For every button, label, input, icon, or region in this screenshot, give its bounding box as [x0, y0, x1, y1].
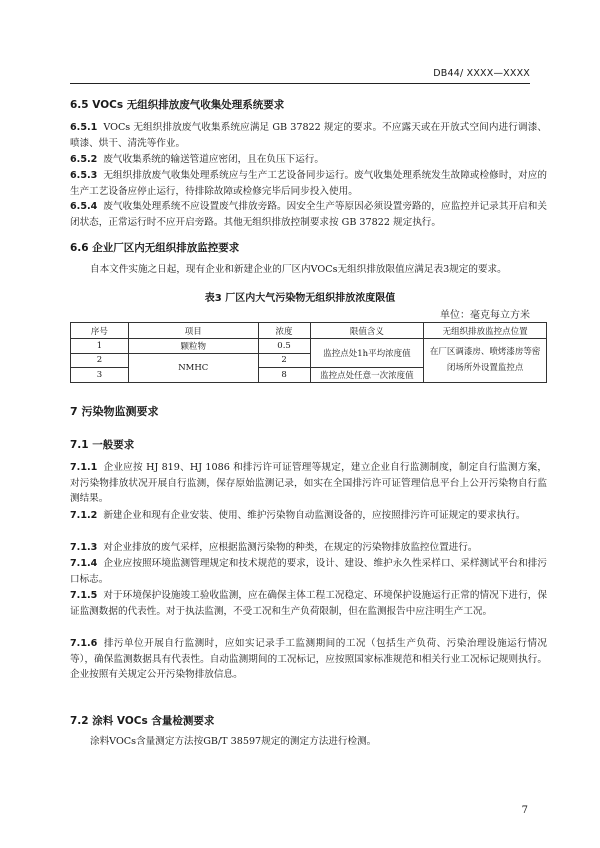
clause-number: 6.5.4 — [70, 201, 98, 212]
clause-text: 对于环境保护设施竣工验收监测，应在确保主体工程工况稳定、环境保护设施运行正常的情况下进行，保证监测数据的代表性。对于执法监测，不受工况和生产负荷限制，但在监测报告中应注明生产工况。 — [70, 590, 547, 617]
section-7-2-heading: 7.2 涂料 VOCs 含量检测要求 — [70, 715, 215, 727]
document-code: DB44/ XXXX—XXXX — [433, 68, 530, 79]
page-number: 7 — [521, 805, 528, 816]
clause-text: 废气收集系统的输送管道应密闭，且在负压下运行。 — [103, 154, 324, 165]
clause-number: 6.5.2 — [70, 154, 98, 165]
cell-no: 2 — [71, 353, 129, 368]
clause-text: 废气收集处理系统不应设置废气排放旁路。因安全生产等原因必须设置旁路的，应监控并记录其开启和关闭状态，正常运行时不应开启旁路。其他无组织排放控制要求按 GB 37822 规定执行。 — [70, 201, 547, 228]
clause-7-1-3 — [70, 540, 547, 556]
clause-number: 7.1.6 — [70, 638, 98, 649]
clause-number: 7.1.1 — [70, 462, 98, 473]
clause-text: VOCs 无组织排放废气收集系统应满足 GB 37822 规定的要求。不应露天或在开放式空间内进行调漆、喷漆、烘干、清洗等作业。 — [70, 122, 547, 149]
clause-number: 6.5.3 — [70, 170, 98, 181]
header-divider — [70, 83, 530, 84]
clause-6-5-1 — [70, 120, 547, 151]
cell-item: NMHC — [128, 353, 258, 382]
clause-7-1-5 — [70, 588, 547, 619]
clause-number: 7.1.2 — [70, 510, 98, 521]
section-7-1-heading: 7.1 一般要求 — [70, 439, 135, 451]
cell-item: 颗粒物 — [128, 339, 258, 354]
section-6-5-heading: 6.5 VOCs 无组织排放废气收集处理系统要求 — [70, 99, 285, 111]
header-location: 无组织排放监控点位置 — [424, 323, 547, 339]
clause-text: 排污单位开展自行监测时，应如实记录手工监测期间的工况（包括生产负荷、污染治理设施运行情况等），确保监测数据具有代表性。自动监测期间的工况标记，应按照国家标准规范和相关行业工况标记规则执行。企业按照有关规定公开污染物排放信息。 — [70, 638, 547, 680]
cell-concentration: 2 — [258, 353, 310, 368]
clause-6-5-4 — [70, 199, 547, 230]
clause-number: 7.1.4 — [70, 558, 98, 569]
table-3 — [70, 322, 547, 383]
header-meaning: 限值含义 — [310, 323, 424, 339]
clause-number: 6.5.1 — [70, 122, 98, 133]
cell-meaning-single: 监控点处任意一次浓度值 — [310, 368, 424, 383]
clause-number: 7.1.5 — [70, 590, 98, 601]
clause-7-1-1 — [70, 460, 547, 507]
clause-6-5-3 — [70, 168, 547, 199]
clause-7-1-4 — [70, 556, 547, 587]
cell-monitor-location: 在厂区调漆房、喷烤漆房等密闭场所外设置监控点 — [424, 339, 547, 383]
section-6-6-heading: 6.6 企业厂区内无组织排放监控要求 — [70, 242, 240, 254]
clause-text: 对企业排放的废气采样，应根据监测污染物的种类，在规定的污染物排放监控位置进行。 — [103, 542, 478, 553]
section-6-6-text: 自本文件实施之日起，现有企业和新建企业的厂区内VOCs无组织排放限值应满足表3规定的要求。 — [90, 264, 507, 275]
table-row — [71, 339, 547, 354]
clause-text: 企业应按照环境监测管理规定和技术规范的要求，设计、建设、维护永久性采样口、采样测试平台和排污口标志。 — [70, 558, 547, 585]
table-header-row — [71, 323, 547, 339]
clause-7-1-2 — [70, 508, 547, 524]
clause-7-1-6 — [70, 636, 547, 683]
header-no: 序号 — [71, 323, 129, 339]
clause-text: 无组织排放废气收集处理系统应与生产工艺设备同步运行。废气收集处理系统发生故障或检修时，对应的生产工艺设备应停止运行，待排除故障或检修完毕后同步投入使用。 — [70, 170, 547, 197]
header-concentration: 浓度 — [258, 323, 310, 339]
cell-no: 1 — [71, 339, 129, 354]
cell-concentration: 8 — [258, 368, 310, 383]
section-7-2-text: 涂料VOCs含量测定方法按GB/T 38597规定的测定方法进行检测。 — [90, 736, 377, 747]
clause-6-5-2 — [70, 152, 547, 168]
clause-number: 7.1.3 — [70, 542, 98, 553]
header-item: 项目 — [128, 323, 258, 339]
cell-meaning-hourly: 监控点处1h平均浓度值 — [310, 339, 424, 368]
cell-no: 3 — [71, 368, 129, 383]
cell-concentration: 0.5 — [258, 339, 310, 354]
section-7-heading: 7 污染物监测要求 — [70, 405, 159, 418]
table-3-caption: 表3 厂区内大气污染物无组织排放浓度限值 — [204, 293, 396, 304]
clause-text: 企业应按 HJ 819、HJ 1086 和排污许可证管理等规定，建立企业自行监测制度，制定自行监测方案，对污染物排放状况开展自行监测，保存原始监测记录，如实在全国排污许可证管理信息平台上公开污染物自行监测结果。 — [70, 462, 547, 504]
table-3-unit: 单位：毫克每立方米 — [440, 310, 530, 321]
clause-text: 新建企业和现有企业安装、使用、维护污染物自动监测设备的，应按照排污许可证规定的要求执行。 — [103, 510, 526, 521]
